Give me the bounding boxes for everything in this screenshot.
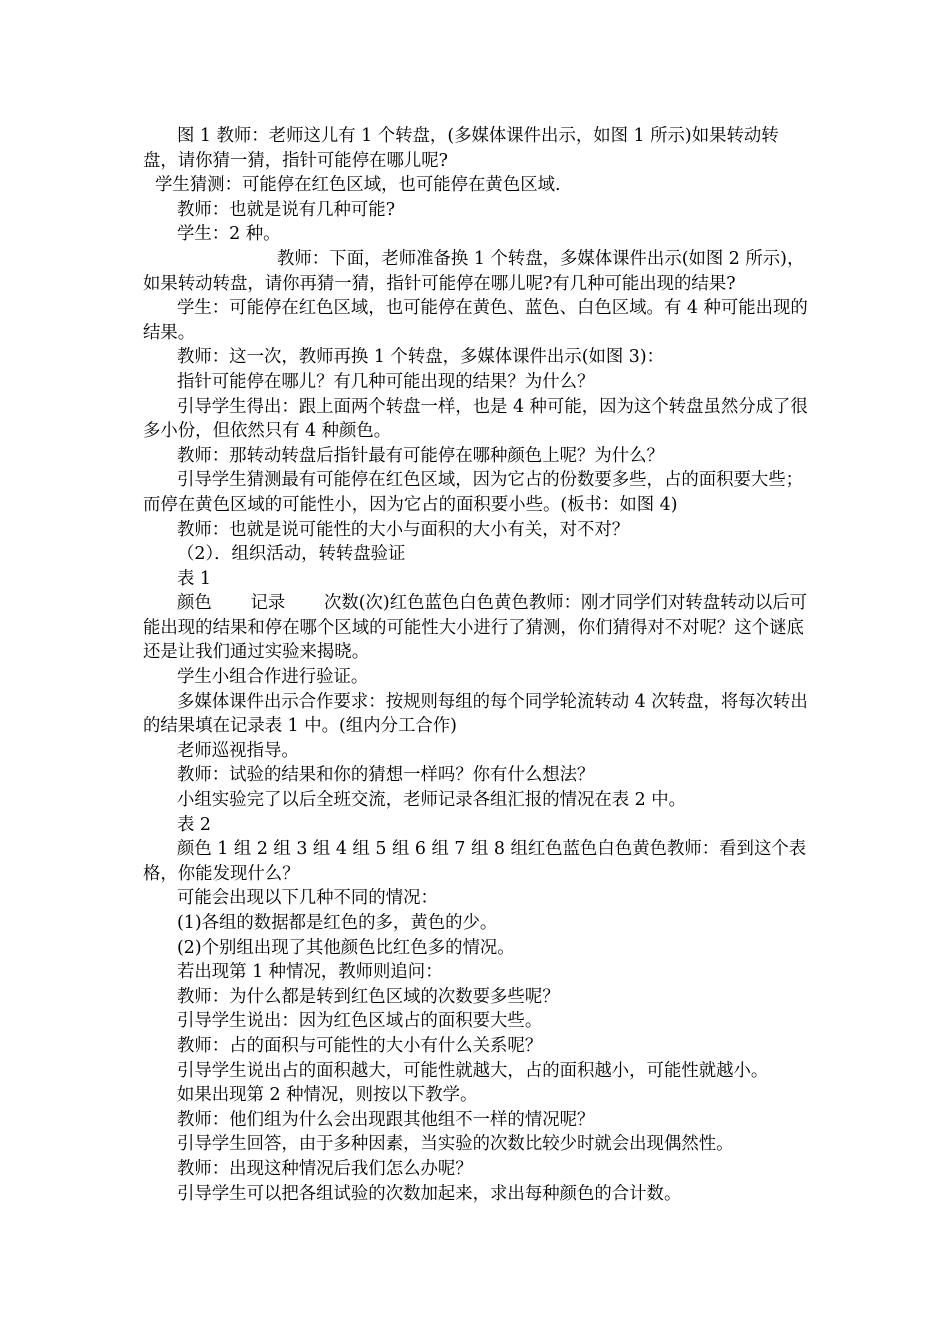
- document-body: [143, 124, 813, 1206]
- paragraph-19: 教师：试验的结果和你的猜想一样吗？你有什么想法？: [177, 765, 595, 786]
- table-2-caption: 表 2: [177, 814, 211, 835]
- paragraph-18: 老师巡视指导。: [177, 740, 299, 761]
- section-heading: （2）．组织活动，转转盘验证: [177, 544, 406, 565]
- paragraph-23: 可能会出现以下几种不同的情况：: [177, 888, 438, 909]
- paragraph-8: 指针可能停在哪儿？有几种可能出现的结果？为什么？: [177, 371, 595, 392]
- paragraph-31: 如果出现第 2 种情况，则按以下教学。: [177, 1085, 478, 1106]
- table-1-caption: 表 1: [177, 568, 211, 589]
- paragraph-9: 引导学生得出：跟上面两个转盘一样，也是 4 种可能，因为这个转盘虽然分成了很多小份，但依然只有 4 种颜色。: [143, 396, 808, 442]
- paragraph-30: 引导学生说出占的面积越大，可能性就越大，占的面积越小，可能性就越小。: [177, 1060, 769, 1081]
- paragraph-10: 教师：那转动转盘后指针最有可能停在哪种颜色上呢？为什么？: [177, 445, 664, 466]
- paragraph-3: 教师：也就是说有几种可能?: [177, 199, 396, 220]
- paragraph-26: 若出现第 1 种情况，教师则追问：: [177, 962, 443, 983]
- paragraph-1: 图 1 教师：老师这儿有 1 个转盘，(多媒体课件出示，如图 1 所示)如果转动转盘，请你猜一猜，指针可能停在哪儿呢?: [143, 126, 779, 171]
- paragraph-5: 教师：下面，老师准备换 1 个转盘，多媒体课件出示(如图 2 所示)，如果转动转盘，请你再猜一猜，指针可能停在哪儿呢?有几种可能出现的结果?: [143, 248, 805, 294]
- paragraph-4: 学生：2 种。: [177, 224, 281, 245]
- paragraph-12: 教师：也就是说可能性的大小与面积的大小有关，对不对？: [177, 519, 630, 540]
- paragraph-28: 引导学生说出：因为红色区域占的面积要大些。: [177, 1011, 543, 1032]
- paragraph-29: 教师：占的面积与可能性的大小有什么关系呢？: [177, 1035, 543, 1056]
- paragraph-17: 多媒体课件出示合作要求：按规则每组的每个同学轮流转动 4 次转盘，将每次转出的结果填在记录表 1 中。(组内分工合作): [143, 691, 808, 737]
- paragraph-35: 引导学生可以把各组试验的次数加起来，求出每种颜色的合计数。: [177, 1183, 682, 1204]
- table-2-row: 颜色 1 组 2 组 3 组 4 组 5 组 6 组 7 组 8 组红色蓝色白色黄色教师：看到这个表格，你能发现什么？: [143, 839, 807, 884]
- table-1-row: 颜色 记录 次数(次)红色蓝色白色黄色教师：刚才同学们对转盘转动以后可能出现的结果和停在哪个区域的可能性大小进行了猜测，你们猜得对不对呢？这个谜底还是让我们通过实验来揭晓。: [143, 593, 808, 663]
- list-item-2: (2)个别组出现了其他颜色比红色多的情况。: [177, 937, 515, 958]
- paragraph-20: 小组实验完了以后全班交流，老师记录各组汇报的情况在表 2 中。: [177, 790, 687, 811]
- paragraph-33: 引导学生回答，由于多种因素，当实验的次数比较少时就会出现偶然性。: [177, 1134, 734, 1155]
- paragraph-27: 教师：为什么都是转到红色区域的次数要多些呢？: [177, 986, 560, 1007]
- paragraph-2: 学生猜测：可能停在红色区域，也可能停在黄色区域.: [155, 175, 561, 196]
- paragraph-11: 引导学生猜测最有可能停在红色区域，因为它占的份数要多些，占的面积要大些；而停在黄色区域的可能性小，因为它占的面积要小些。(板书：如图 4): [143, 470, 804, 515]
- paragraph-7: 教师：这一次，教师再换 1 个转盘，多媒体课件出示(如图 3)：: [177, 347, 665, 368]
- paragraph-34: 教师：出现这种情况后我们怎么办呢？: [177, 1158, 473, 1179]
- paragraph-6: 学生：可能停在红色区域，也可能停在黄色、蓝色、白色区域。有 4 种可能出现的结果。: [143, 298, 808, 343]
- paragraph-32: 教师：他们组为什么会出现跟其他组不一样的情况呢？: [177, 1109, 595, 1130]
- paragraph-16: 学生小组合作进行验证。: [177, 667, 369, 688]
- list-item-1: (1)各组的数据都是红色的多，黄色的少。: [177, 913, 498, 933]
